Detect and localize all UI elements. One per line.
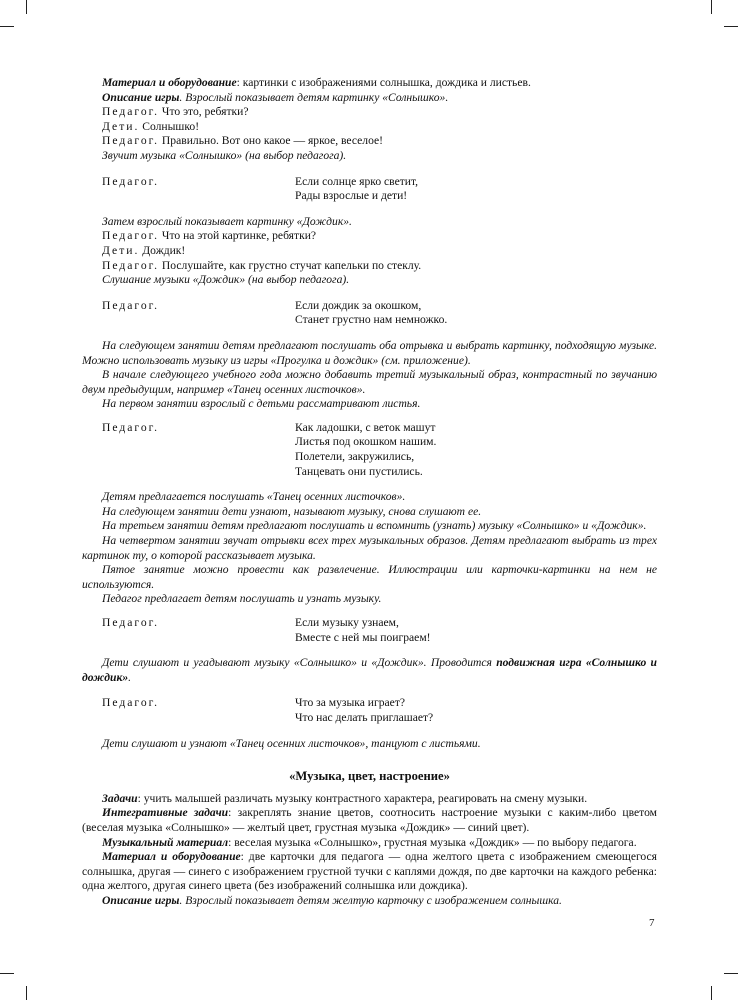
poem-line: Полетели, закружились,	[295, 450, 415, 464]
rain-intro: Затем взрослый показывает картинку «Дождик».	[102, 214, 352, 228]
poem-line: Что нас делать приглашает?	[295, 710, 434, 724]
paragraph: Педагог предлагает детям послушать и узнать музыку.	[102, 592, 382, 606]
musical-material: Музыкальный материал: веселая музыка «Солнышко», грустная музыка «Дождик» — по выбору педагога.	[102, 835, 637, 849]
poem-speaker: Педагог.	[102, 174, 160, 188]
poem-line: Если музыку узнаем,	[295, 616, 399, 629]
paragraph: Пятое занятие можно провести как развлечение. Иллюстрации или карточки-картинки на нем не используются.	[82, 563, 657, 591]
crop-mark-right-bottom	[724, 973, 738, 974]
page-number: 7	[649, 917, 655, 929]
dialogue-line: Дети. Солнышко!	[102, 119, 200, 133]
description-line: Описание игры. Взрослый показывает детям картинку «Солнышко».	[102, 90, 449, 104]
crop-mark-top-right	[711, 0, 712, 14]
music-note: Слушание музыки «Дождик» (на выбор педагога).	[102, 273, 350, 287]
poem-line: Танцевать они пустились.	[295, 464, 423, 478]
crop-mark-top-left	[26, 0, 27, 14]
paragraph: На третьем занятии детям предлагают послушать и вспомнить (узнать) музыку «Солнышко» и «Дождик».	[102, 519, 647, 533]
tasks-line: Задачи: учить малышей различать музыку контрастного характера, реагировать на смену музыки.	[102, 791, 588, 805]
crop-mark-left-bottom	[0, 973, 14, 974]
dialogue-line: Педагог. Что на этой картинке, ребятки?	[102, 229, 317, 243]
poem-line: Что за музыка играет?	[295, 696, 406, 710]
paragraph: Дети слушают и узнают «Танец осенних листочков», танцуют с листьями.	[102, 736, 481, 750]
dialogue-line: Педагог. Послушайте, как грустно стучат капельки по стеклу.	[102, 258, 422, 272]
poem-speaker: Педагог.	[102, 298, 160, 312]
poem-line: Рады взрослые и дети!	[295, 189, 408, 203]
poem-recognize	[82, 616, 657, 645]
dialogue-line: Педагог. Что это, ребятки?	[102, 105, 249, 119]
material-line: Материал и оборудование: две карточки для педагога — одна желтого цвета с изображением смеющегося солнышка, другая — синего с изображением грустной тучки с каплями дождя, по две карточки на каждого ребенка: одна желтого, другая синего цвета (без изображений солнышка или дождика).	[82, 850, 657, 893]
page-body	[82, 76, 657, 909]
poem-sun	[82, 175, 657, 204]
dialogue-line: Дети. Дождик!	[102, 243, 186, 257]
crop-mark-right-top	[724, 26, 738, 27]
poem-line: Листья под окошком нашим.	[295, 435, 437, 449]
integrative-tasks: Интегративные задачи: закреплять знание цветов, соотносить настроение музыки с каким-либо цветом (веселая музыка «Солнышко» — желтый цвет, грустная музыка «Дождик» — синий цвет).	[82, 806, 657, 834]
crop-mark-bottom-right	[711, 986, 712, 1000]
paragraph: На первом занятии взрослый с детьми рассматривают листья.	[102, 397, 421, 411]
paragraph: Детям предлагается послушать «Танец осенних листочков».	[102, 490, 406, 504]
poem-line: Станет грустно нам немножко.	[295, 313, 448, 327]
poem-speaker: Педагог.	[102, 616, 160, 629]
poem-speaker: Педагог.	[102, 696, 160, 710]
poem-invite	[82, 696, 657, 725]
poem-line: Если солнце ярко светит,	[295, 174, 419, 188]
paragraph: На следующем занятии дети узнают, называют музыку, снова слушают ее.	[102, 504, 482, 518]
crop-mark-bottom-left	[26, 986, 27, 1000]
poem-leaves	[82, 421, 657, 479]
music-note: Звучит музыка «Солнышко» (на выбор педагога).	[102, 148, 347, 162]
poem-line: Если дождик за окошком,	[295, 298, 422, 312]
poem-line: Вместе с ней мы поиграем!	[295, 630, 431, 644]
crop-mark-left-top	[0, 26, 14, 27]
paragraph: На четвертом занятии звучат отрывки всех трех музыкальных образов. Детям предлагают выбрать из трех картинок ту, о которой рассказывает музыка.	[82, 534, 657, 562]
paragraph: Дети слушают и угадывают музыку «Солнышко» и «Дождик». Проводится подвижная игра «Солнышко и дождик».	[82, 656, 657, 684]
poem-rain	[82, 299, 657, 328]
paragraph: На следующем занятии детям предлагают послушать оба отрывка и выбрать картинку, подходящую музыке. Можно использовать музыку из игры «Прогулка и дождик» (см. приложение).	[82, 338, 657, 367]
material-line: Материал и оборудование: картинки с изображениями солнышка, дождика и листьев.	[102, 76, 531, 89]
paragraph: В начале следующего учебного года можно добавить третий музыкальный образ, контрастный по звучанию двум предыдущим, например «Танец осенних листочков».	[82, 368, 657, 396]
dialogue-line: Педагог. Правильно. Вот оно какое — яркое, веселое!	[102, 134, 384, 148]
poem-line: Как ладошки, с веток машут	[295, 420, 436, 434]
poem-speaker: Педагог.	[102, 420, 160, 434]
section-title: «Музыка, цвет, настроение»	[289, 769, 450, 784]
description-line: Описание игры. Взрослый показывает детям желтую карточку с изображением солнышка.	[102, 893, 562, 907]
